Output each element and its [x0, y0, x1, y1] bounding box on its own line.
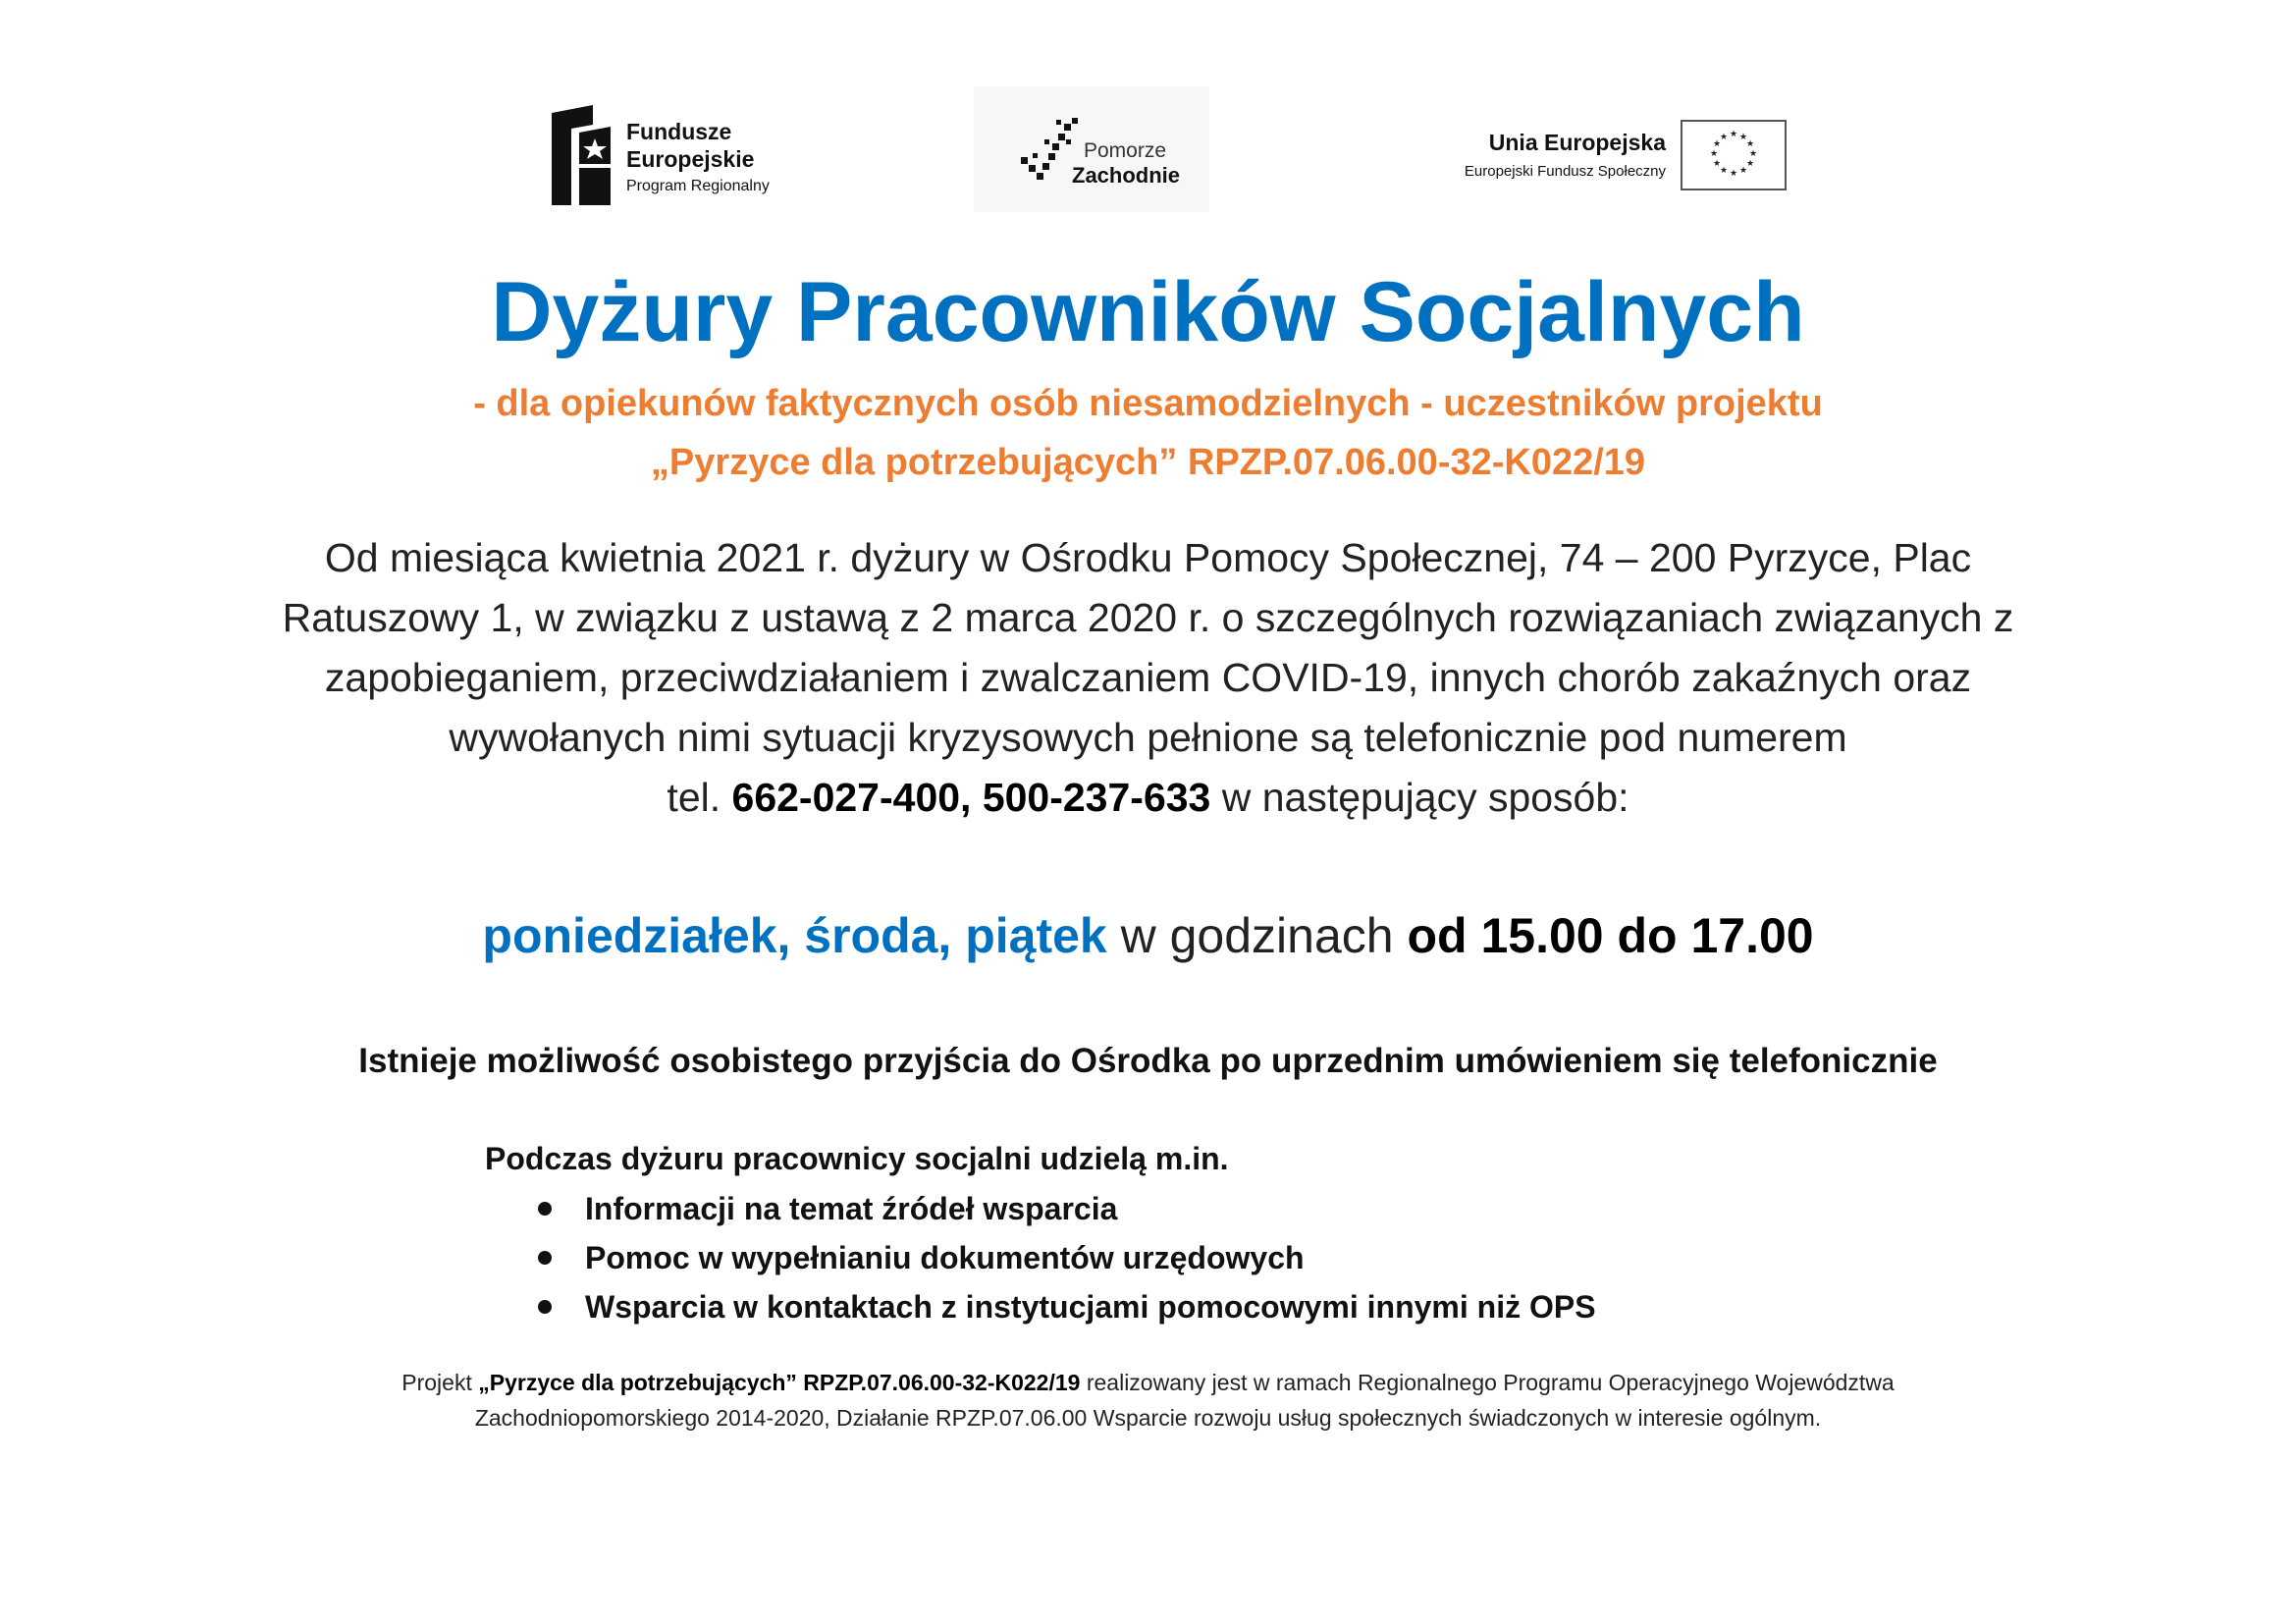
fundusze-line2: Europejskie	[626, 146, 755, 172]
schedule-days: poniedziałek, środa, piątek	[482, 908, 1107, 963]
body-line1: Od miesiąca kwietnia 2021 r. dyżury w Ośrodku Pomocy Społecznej, 74 – 200 Pyrzyce, Plac	[324, 535, 1972, 580]
svg-text:★: ★	[1719, 133, 1729, 142]
pomorze-line1: Pomorze	[1084, 139, 1167, 162]
list-item	[538, 1233, 1596, 1282]
service-item-label: Wsparcia w kontaktach z instytucjami pomocowymi innymi niż OPS	[585, 1289, 1596, 1325]
service-item-label: Informacji na temat źródeł wsparcia	[585, 1191, 1118, 1226]
schedule-line	[0, 903, 2296, 968]
eu-flag-icon	[1681, 120, 1787, 190]
footer-project-name: „Pyrzyce dla potrzebujących” RPZP.07.06.00-32-K022/19	[478, 1370, 1081, 1395]
phone-line	[0, 768, 2296, 828]
visit-note: Istnieje możliwość osobistego przyjścia do Ośrodka po uprzednim umówieniem się telefonicznie	[358, 1042, 1938, 1080]
body-line3: zapobieganiem, przeciwdziałaniem i zwalczaniem COVID-19, innych chorób zakaźnych oraz	[324, 655, 1972, 700]
svg-text:★: ★	[1712, 139, 1722, 149]
bullet-icon	[538, 1300, 552, 1314]
schedule-middle: w godzinach	[1106, 908, 1408, 963]
svg-text:★: ★	[1745, 159, 1755, 169]
svg-text:★: ★	[1729, 130, 1738, 139]
list-item	[538, 1282, 1596, 1331]
svg-text:★: ★	[1748, 149, 1758, 159]
footer-line2: Zachodniopomorskiego 2014-2020, Działanie RPZP.07.06.00 Wsparcie rozwoju usług społecznych świadczonych w interesie ogólnym.	[474, 1405, 1822, 1431]
svg-text:★: ★	[1745, 139, 1755, 149]
service-item-label: Pomoc w wypełnianiu dokumentów urzędowych	[585, 1240, 1305, 1275]
fundusze-line1: Fundusze	[626, 119, 732, 144]
body-line2: Ratuszowy 1, w związku z ustawą z 2 marca 2020 r. o szczególnych rozwiązaniach związanych z	[282, 595, 2014, 640]
subtitle-line2: „Pyrzyce dla potrzebujących” RPZP.07.06.00-32-K022/19	[650, 442, 1646, 483]
svg-text:★: ★	[1738, 133, 1748, 142]
services-intro: Podczas dyżuru pracownicy socjalni udzielą m.in.	[485, 1141, 1229, 1176]
footer-prefix: Projekt	[401, 1370, 479, 1395]
svg-text:★: ★	[1712, 159, 1722, 169]
fundusze-europejskie-logo	[550, 103, 805, 206]
services-list	[538, 1184, 1596, 1331]
phone-prefix: tel.	[667, 775, 732, 820]
fundusze-europejskie-emblem-icon	[550, 103, 614, 205]
subtitle-line1: - dla opiekunów faktycznych osób niesamodzielnych - uczestników projektu	[473, 383, 1823, 424]
pomorze-line2: Zachodnie	[1072, 163, 1181, 188]
svg-text:★: ★	[1738, 166, 1748, 176]
footer-line1	[0, 1365, 2296, 1400]
phone-numbers: 662-027-400, 500-237-633	[731, 775, 1211, 820]
page-title: Dyżury Pracowników Socjalnych	[491, 265, 1805, 359]
phone-suffix: w następujący sposób:	[1210, 775, 1629, 820]
unia-line2: Europejski Fundusz Społeczny	[1464, 163, 1666, 180]
schedule-hours: od 15.00 do 17.00	[1407, 908, 1814, 963]
svg-text:★: ★	[1729, 169, 1738, 179]
logo-bar	[0, 0, 2296, 236]
bullet-icon	[538, 1202, 552, 1216]
list-item	[538, 1184, 1596, 1233]
svg-text:★: ★	[1719, 166, 1729, 176]
fundusze-line3: Program Regionalny	[626, 178, 770, 194]
body-line4: wywołanych nimi sytuacji kryzysowych pełnione są telefonicznie pod numerem	[449, 715, 1847, 760]
unia-europejska-logo	[1394, 116, 1787, 198]
unia-line1: Unia Europejska	[1488, 130, 1666, 155]
footer-line1-rest: realizowany jest w ramach Regionalnego Programu Operacyjnego Województwa	[1080, 1370, 1895, 1395]
pomorze-zachodnie-logo	[974, 86, 1209, 212]
svg-text:★: ★	[1709, 149, 1719, 159]
bullet-icon	[538, 1251, 552, 1265]
